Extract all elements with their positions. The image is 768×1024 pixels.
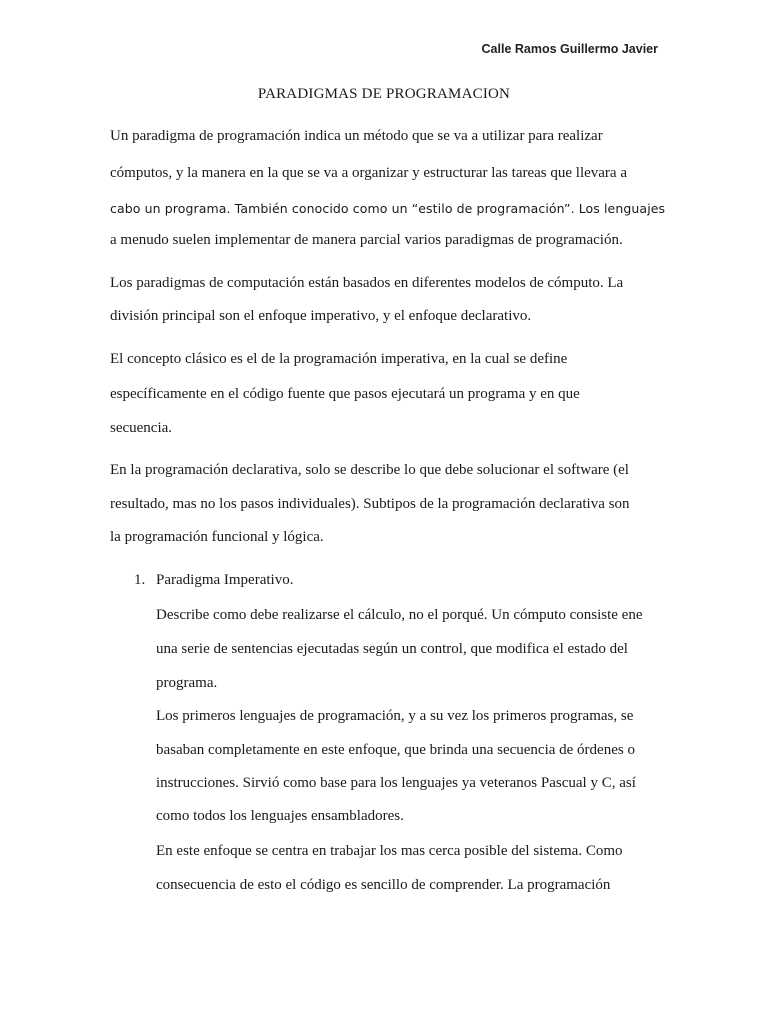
paragraph-line: cómputos, y la manera en la que se va a organizar y estructurar las tareas que llevara a bbox=[110, 165, 627, 181]
list-item-title: Paradigma Imperativo. bbox=[156, 572, 294, 588]
list-item-line: instrucciones. Sirvió como base para los lenguajes ya veteranos Pascual y C, así bbox=[156, 775, 636, 791]
list-item-line: una serie de sentencias ejecutadas según un control, que modifica el estado del bbox=[156, 641, 628, 657]
paragraph-line: cabo un programa. También conocido como un “estilo de programación”. Los lenguajes bbox=[110, 201, 666, 216]
paragraph-line: Un paradigma de programación indica un método que se va a utilizar para realizar bbox=[110, 128, 603, 144]
paragraph-line: En la programación declarativa, solo se describe lo que debe solucionar el software (el bbox=[110, 462, 629, 478]
paragraph-line: a menudo suelen implementar de manera parcial varios paradigmas de programación. bbox=[110, 232, 623, 248]
paragraph-line: secuencia. bbox=[110, 420, 173, 436]
paragraph-line: resultado, mas no los pasos individuales). Subtipos de la programación declarativa son bbox=[110, 496, 630, 512]
list-item-line: como todos los lenguajes ensambladores. bbox=[156, 808, 404, 824]
list-item-line: Los primeros lenguajes de programación, y a su vez los primeros programas, se bbox=[156, 708, 634, 724]
list-item-line: basaban completamente en este enfoque, que brinda una secuencia de órdenes o bbox=[156, 742, 635, 758]
list-item-line: Describe como debe realizarse el cálculo, no el porqué. Un cómputo consiste ene bbox=[156, 607, 643, 623]
paragraph-line: específicamente en el código fuente que pasos ejecutará un programa y en que bbox=[110, 386, 580, 402]
paragraph-line: división principal son el enfoque imperativo, y el enfoque declarativo. bbox=[110, 308, 532, 324]
document-title: PARADIGMAS DE PROGRAMACION bbox=[257, 86, 511, 102]
header-author: Calle Ramos Guillermo Javier bbox=[481, 42, 658, 56]
list-item-line: programa. bbox=[156, 675, 218, 691]
list-item-number: 1. bbox=[134, 572, 146, 588]
paragraph-line: la programación funcional y lógica. bbox=[110, 529, 324, 545]
list-item-line: consecuencia de esto el código es sencillo de comprender. La programación bbox=[156, 877, 611, 893]
paragraph-line: El concepto clásico es el de la programación imperativa, en la cual se define bbox=[110, 351, 568, 367]
paragraph-line: Los paradigmas de computación están basados en diferentes modelos de cómputo. La bbox=[110, 275, 624, 291]
list-item-line: En este enfoque se centra en trabajar los mas cerca posible del sistema. Como bbox=[156, 843, 623, 859]
